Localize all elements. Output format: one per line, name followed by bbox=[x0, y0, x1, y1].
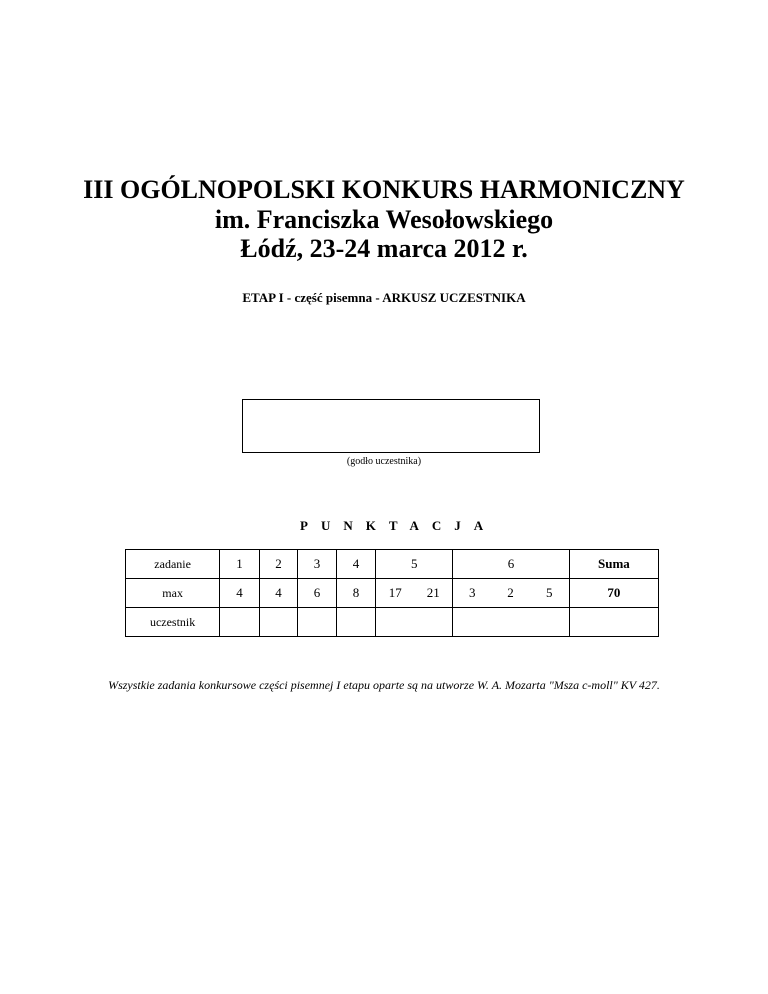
sum-header: Suma bbox=[569, 550, 658, 579]
max-points-cell: 4 bbox=[259, 579, 298, 608]
table-row-tasks bbox=[126, 550, 659, 579]
task-number: 4 bbox=[336, 550, 376, 579]
max-points-cell: 8 bbox=[336, 579, 376, 608]
max-points-cell: 17 bbox=[376, 579, 415, 608]
participant-score-cell[interactable] bbox=[336, 608, 376, 637]
table-row-max bbox=[126, 579, 659, 608]
max-total-cell: 70 bbox=[569, 579, 658, 608]
page-title: III OGÓLNOPOLSKI KONKURS HARMONICZNY bbox=[83, 175, 685, 204]
motto-input-box[interactable] bbox=[242, 399, 540, 453]
max-points-cell: 2 bbox=[491, 579, 530, 608]
row-label-participant: uczestnik bbox=[126, 608, 220, 637]
row-label-max: max bbox=[126, 579, 220, 608]
participant-score-cell[interactable] bbox=[376, 608, 453, 637]
page-subtitle-place-date: Łódź, 23-24 marca 2012 r. bbox=[240, 234, 528, 263]
participant-score-cell[interactable] bbox=[259, 608, 298, 637]
participant-score-cell[interactable] bbox=[298, 608, 337, 637]
max-points-cell: 21 bbox=[414, 579, 453, 608]
footnote: Wszystkie zadania konkursowe części pisemnej I etapu oparte są na utworze W. A. Mozarta "Msza c-moll" KV 427. bbox=[108, 678, 660, 692]
page-subtitle-patron: im. Franciszka Wesołowskiego bbox=[214, 205, 554, 234]
task-number: 1 bbox=[220, 550, 260, 579]
task-number: 6 bbox=[453, 550, 570, 579]
sheet-type-heading: ETAP I - część pisemna - ARKUSZ UCZESTNIKA bbox=[242, 290, 526, 305]
participant-score-cell[interactable] bbox=[453, 608, 570, 637]
task-number: 5 bbox=[376, 550, 453, 579]
participant-total-cell[interactable] bbox=[569, 608, 658, 637]
participant-score-cell[interactable] bbox=[220, 608, 260, 637]
task-number: 3 bbox=[298, 550, 337, 579]
max-points-cell: 6 bbox=[298, 579, 337, 608]
score-table bbox=[125, 549, 659, 637]
table-row-participant bbox=[126, 608, 659, 637]
max-points-cell: 5 bbox=[530, 579, 570, 608]
max-points-cell: 3 bbox=[453, 579, 492, 608]
row-label-task: zadanie bbox=[126, 550, 220, 579]
motto-caption: (godło uczestnika) bbox=[346, 456, 422, 467]
scoring-heading: PUNKTACJA bbox=[300, 518, 497, 533]
task-number: 2 bbox=[259, 550, 298, 579]
max-points-cell: 4 bbox=[220, 579, 260, 608]
